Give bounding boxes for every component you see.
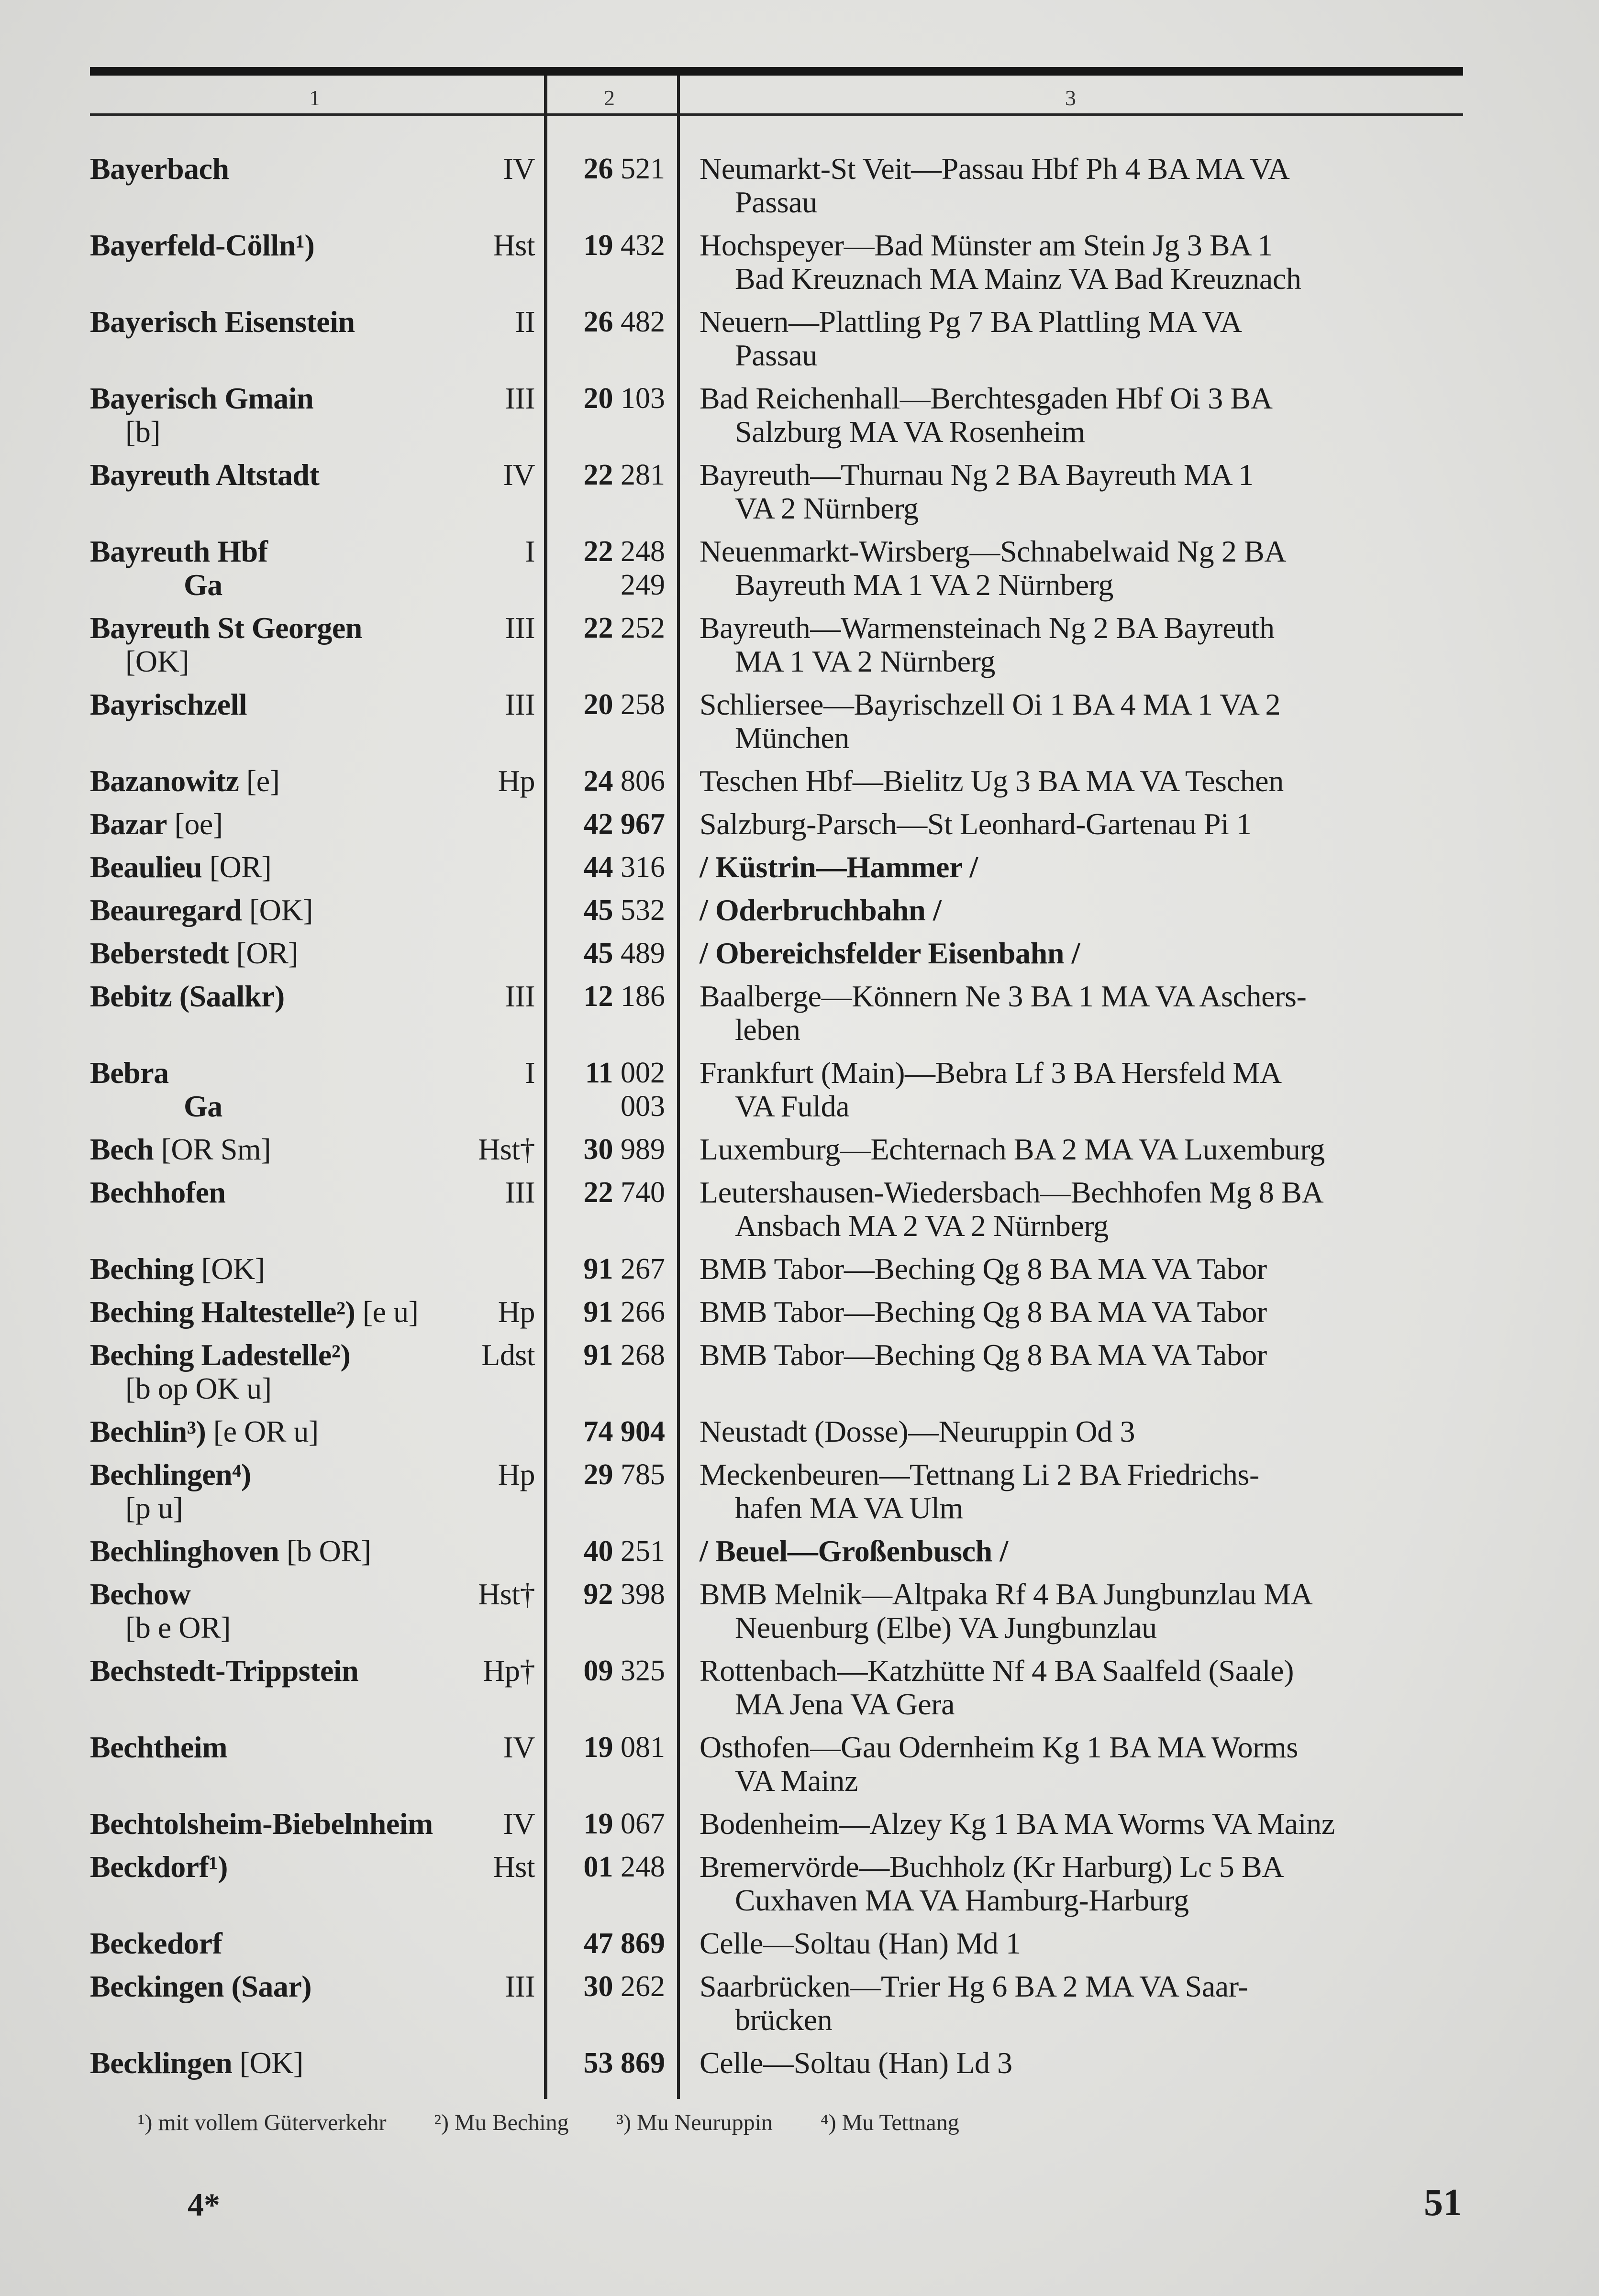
code-prefix: 24	[583, 765, 613, 797]
station-name-line2: [OK]	[125, 644, 189, 678]
station-code-cell	[550, 305, 665, 339]
code-prefix: 12	[583, 980, 613, 1013]
station-code-cell	[550, 1056, 665, 1123]
route-description: BMB Melnik—Altpaka Rf 4 BA Jungbunzlau MA	[700, 1577, 1313, 1611]
station-name: Bechstedt-Trippstein	[90, 1654, 359, 1688]
code-prefix: 30	[583, 1133, 613, 1166]
code-prefix: 91	[583, 1296, 613, 1328]
station-name-cell	[90, 980, 535, 1013]
station-name-cell	[90, 807, 535, 841]
route-description: Frankfurt (Main)—Bebra Lf 3 BA Hersfeld MA	[700, 1056, 1282, 1090]
station-name-cell	[90, 1731, 535, 1764]
code-number: 869	[621, 2047, 665, 2079]
station-class: II	[515, 305, 535, 339]
code-prefix: 42	[583, 808, 613, 840]
code-number: 186	[621, 980, 665, 1013]
route-description: Teschen Hbf—Bielitz Ug 3 BA MA VA Teschen	[700, 764, 1284, 798]
station-name-cell	[90, 1970, 535, 2003]
station-name-cell	[90, 305, 535, 339]
route-cell	[700, 894, 1465, 927]
station-code-cell	[550, 535, 665, 602]
code-number: 967	[621, 808, 665, 840]
station-name: Beckingen (Saar)	[90, 1969, 312, 2003]
code-number: 268	[621, 1339, 665, 1371]
code-prefix: 29	[583, 1458, 613, 1491]
station-name: Beckedorf	[90, 1926, 222, 1960]
station-code-cell	[550, 1133, 665, 1166]
page-number: 51	[1424, 2182, 1462, 2224]
station-name: Beching	[90, 1252, 194, 1286]
station-class: I	[525, 534, 535, 568]
station-tag: [e OR u]	[213, 1414, 319, 1448]
station-name-cell	[90, 2046, 535, 2080]
top-rule	[90, 67, 1463, 76]
code-number: 398	[621, 1578, 665, 1611]
route-cell	[700, 1056, 1465, 1123]
code-number: 103	[621, 382, 665, 415]
route-description: Salzburg-Parsch—St Leonhard-Gartenau Pi 1	[700, 807, 1252, 841]
code-prefix: 74	[583, 1415, 613, 1448]
station-code-cell	[550, 229, 665, 262]
station-tag: [OR]	[236, 936, 299, 970]
route-description-line2: hafen MA VA Ulm	[735, 1491, 964, 1525]
station-tag: [e]	[246, 764, 280, 798]
route-description: / Obereichsfelder Eisenbahn /	[700, 936, 1080, 970]
station-name: Bayreuth Altstadt	[90, 458, 320, 492]
column-divider-1	[544, 76, 547, 2099]
route-description: / Oderbruchbahn /	[700, 893, 942, 927]
header-rule	[90, 113, 1463, 116]
station-class: III	[505, 381, 535, 415]
route-cell	[700, 1534, 1465, 1568]
route-cell	[700, 1295, 1465, 1329]
station-name-cell	[90, 458, 535, 492]
station-name: Bazar	[90, 807, 167, 841]
signature-mark: 4*	[188, 2186, 220, 2223]
route-cell	[700, 382, 1465, 449]
column-header-2: 2	[604, 86, 615, 110]
station-name-cell	[90, 152, 535, 186]
route-cell	[700, 688, 1465, 755]
station-name-cell	[90, 850, 535, 884]
code-number: 248	[621, 535, 665, 568]
route-cell	[700, 458, 1465, 525]
station-class: Ldst	[481, 1338, 535, 1372]
station-class: I	[525, 1056, 535, 1090]
route-description: Saarbrücken—Trier Hg 6 BA 2 MA VA Saar-	[700, 1969, 1248, 2003]
station-name-cell	[90, 1534, 535, 1568]
route-cell	[700, 1252, 1465, 1286]
route-description-line2: MA 1 VA 2 Nürnberg	[735, 644, 995, 678]
station-name: Bazanowitz	[90, 764, 239, 798]
route-description: Bad Reichenhall—Berchtesgaden Hbf Oi 3 BA	[700, 381, 1273, 415]
station-name-line2: Ga	[184, 568, 222, 602]
station-name-cell	[90, 382, 535, 449]
station-name-line2: [b e OR]	[125, 1611, 231, 1645]
station-code-cell	[550, 1731, 665, 1764]
station-class: IV	[503, 458, 535, 492]
code-number: 325	[621, 1655, 665, 1687]
route-description: / Beuel—Großenbusch /	[700, 1534, 1008, 1568]
route-cell	[700, 152, 1465, 219]
code-prefix: 19	[583, 1731, 613, 1764]
footnote-1: ¹) mit vollem Güterverkehr	[138, 2110, 387, 2135]
route-description: Schliersee—Bayrischzell Oi 1 BA 4 MA 1 VA 2	[700, 687, 1281, 721]
code-number: 258	[621, 688, 665, 721]
station-class: Hp	[498, 764, 535, 798]
code-prefix: 19	[583, 229, 613, 262]
station-code-cell	[550, 1338, 665, 1372]
route-description-line2: München	[735, 721, 849, 755]
footnote-4: ⁴) Mu Tettnang	[820, 2110, 959, 2135]
route-cell	[700, 1578, 1465, 1645]
station-code-cell	[550, 937, 665, 970]
station-class: III	[505, 1175, 535, 1209]
station-name: Bechlin³)	[90, 1414, 206, 1448]
route-description: Hochspeyer—Bad Münster am Stein Jg 3 BA 1	[700, 228, 1273, 262]
footnote-3: ³) Mu Neuruppin	[616, 2110, 773, 2135]
station-tag: [OK]	[249, 893, 313, 927]
route-cell	[700, 850, 1465, 884]
code-number: 432	[621, 229, 665, 262]
route-description-line2: Neuenburg (Elbe) VA Jungbunzlau	[735, 1611, 1157, 1645]
route-cell	[700, 1807, 1465, 1841]
route-cell	[700, 1415, 1465, 1448]
station-name-cell	[90, 1133, 535, 1166]
route-description: Celle—Soltau (Han) Md 1	[700, 1926, 1021, 1960]
column-header-3: 3	[1065, 86, 1076, 110]
code-number: 252	[621, 612, 665, 644]
station-class: III	[505, 979, 535, 1013]
station-code-cell	[550, 1534, 665, 1568]
route-cell	[700, 1338, 1465, 1372]
route-cell	[700, 229, 1465, 296]
route-description-line2: brücken	[735, 2003, 833, 2037]
route-description-line2: Bayreuth MA 1 VA 2 Nürnberg	[735, 568, 1113, 602]
station-code-cell	[550, 152, 665, 186]
station-name: Bayreuth St Georgen	[90, 611, 362, 645]
route-description-line2: VA Fulda	[735, 1089, 850, 1123]
route-description: Neustadt (Dosse)—Neuruppin Od 3	[700, 1414, 1135, 1448]
station-class: Hp	[498, 1457, 535, 1491]
code-number: 785	[621, 1458, 665, 1491]
station-name: Becklingen	[90, 2046, 233, 2080]
station-name-cell	[90, 1252, 535, 1286]
code-prefix: 22	[583, 459, 613, 491]
station-code-cell	[550, 2046, 665, 2080]
station-name: Beckdorf¹)	[90, 1850, 228, 1884]
route-description-line2: Cuxhaven MA VA Hamburg-Harburg	[735, 1883, 1189, 1917]
station-code-cell	[550, 458, 665, 492]
code-prefix: 20	[583, 688, 613, 721]
station-class: Hst	[493, 1850, 535, 1884]
station-code-cell	[550, 1176, 665, 1209]
route-description: Neuern—Plattling Pg 7 BA Plattling MA VA	[700, 305, 1242, 339]
station-code-cell	[550, 1850, 665, 1884]
station-name-cell	[90, 1338, 535, 1405]
station-code-cell	[550, 1578, 665, 1611]
station-name-cell	[90, 1458, 535, 1525]
station-class: III	[505, 611, 535, 645]
station-class: IV	[503, 1730, 535, 1764]
station-name: Bechlinghoven	[90, 1534, 279, 1568]
station-name-cell	[90, 229, 535, 262]
code-prefix: 19	[583, 1808, 613, 1840]
station-name-cell	[90, 1654, 535, 1688]
route-description-line2: Passau	[735, 338, 817, 372]
code-prefix: 45	[583, 937, 613, 970]
code-number: 316	[621, 851, 665, 883]
route-cell	[700, 2046, 1465, 2080]
code-number: 532	[621, 894, 665, 927]
station-code-cell	[550, 1295, 665, 1329]
route-cell	[700, 1731, 1465, 1798]
station-name-cell	[90, 1295, 535, 1329]
route-description-line2: Ansbach MA 2 VA 2 Nürnberg	[735, 1209, 1109, 1243]
code-prefix: 30	[583, 1970, 613, 2003]
route-cell	[700, 1458, 1465, 1525]
code-number-line2: 003	[621, 1090, 665, 1123]
station-code-cell	[550, 1927, 665, 1960]
station-code-cell	[550, 1458, 665, 1491]
station-code-cell	[550, 611, 665, 645]
route-description-line2: leben	[735, 1013, 800, 1047]
route-description: Neumarkt-St Veit—Passau Hbf Ph 4 BA MA VA	[700, 152, 1290, 186]
station-name-cell	[90, 1850, 535, 1884]
route-description: BMB Tabor—Beching Qg 8 BA MA VA Tabor	[700, 1295, 1267, 1329]
route-cell	[700, 1176, 1465, 1243]
station-name-cell	[90, 764, 535, 798]
station-name: Bayerisch Gmain	[90, 381, 314, 415]
station-code-cell	[550, 382, 665, 415]
station-class: Hp†	[483, 1654, 535, 1688]
station-name-line2: [p u]	[125, 1491, 183, 1525]
station-code-cell	[550, 1252, 665, 1286]
station-name-line2: [b]	[125, 415, 161, 449]
route-description: BMB Tabor—Beching Qg 8 BA MA VA Tabor	[700, 1338, 1267, 1372]
code-number: 869	[621, 1927, 665, 1960]
code-number: 806	[621, 765, 665, 797]
station-name-line2: Ga	[184, 1089, 222, 1123]
code-number: 248	[621, 1851, 665, 1883]
station-code-cell	[550, 850, 665, 884]
station-name: Bech	[90, 1132, 154, 1166]
station-name: Bayrischzell	[90, 687, 247, 721]
route-cell	[700, 535, 1465, 602]
station-name: Bayreuth Hbf	[90, 534, 268, 568]
route-description-line2: VA Mainz	[735, 1764, 858, 1798]
code-number: 067	[621, 1808, 665, 1840]
station-name: Bayerfeld-Cölln¹)	[90, 228, 315, 262]
route-description: Meckenbeuren—Tettnang Li 2 BA Friedrichs-	[700, 1457, 1259, 1491]
route-cell	[700, 1850, 1465, 1917]
station-name-cell	[90, 535, 535, 602]
station-class: Hst†	[478, 1132, 535, 1166]
station-name: Bechhofen	[90, 1175, 226, 1209]
code-number: 251	[621, 1535, 665, 1567]
station-tag: [OR Sm]	[161, 1132, 271, 1166]
code-prefix: 22	[583, 1176, 613, 1209]
code-number: 281	[621, 459, 665, 491]
column-header-1: 1	[309, 86, 320, 110]
code-prefix: 09	[583, 1655, 613, 1687]
code-number: 904	[621, 1415, 665, 1448]
route-cell	[700, 1970, 1465, 2037]
route-cell	[700, 1654, 1465, 1721]
code-number: 482	[621, 306, 665, 338]
code-prefix: 26	[583, 153, 613, 185]
code-prefix: 47	[583, 1927, 613, 1960]
station-class: Hst	[493, 228, 535, 262]
route-cell	[700, 611, 1465, 678]
station-name-cell	[90, 611, 535, 678]
code-prefix: 20	[583, 382, 613, 415]
station-name: Bechtheim	[90, 1730, 227, 1764]
code-prefix: 91	[583, 1339, 613, 1371]
route-description: Rottenbach—Katzhütte Nf 4 BA Saalfeld (Saale)	[700, 1654, 1294, 1688]
station-tag: [e u]	[362, 1295, 419, 1329]
station-code-cell	[550, 980, 665, 1013]
station-code-cell	[550, 894, 665, 927]
station-code-cell	[550, 1970, 665, 2003]
code-number: 002	[621, 1057, 665, 1089]
route-description-line2: MA Jena VA Gera	[735, 1687, 955, 1721]
station-name: Beberstedt	[90, 936, 229, 970]
code-prefix: 92	[583, 1578, 613, 1611]
station-name: Bayerisch Eisenstein	[90, 305, 355, 339]
route-cell	[700, 1133, 1465, 1166]
station-class: IV	[503, 1807, 535, 1841]
route-description-line2: Bad Kreuznach MA Mainz VA Bad Kreuznach	[735, 262, 1301, 296]
column-divider-2	[677, 76, 680, 2099]
station-name-cell	[90, 1807, 535, 1841]
station-name-cell	[90, 1056, 535, 1123]
route-description: / Küstrin—Hammer /	[700, 850, 978, 884]
station-name: Bebitz (Saalkr)	[90, 979, 285, 1013]
route-description: Celle—Soltau (Han) Ld 3	[700, 2046, 1012, 2080]
station-tag: [OR]	[209, 850, 272, 884]
route-description: Bremervörde—Buchholz (Kr Harburg) Lc 5 BA	[700, 1850, 1284, 1884]
station-code-cell	[550, 688, 665, 721]
station-class: III	[505, 1969, 535, 2003]
station-name-cell	[90, 688, 535, 721]
station-name-cell	[90, 1578, 535, 1645]
station-name: Beching Haltestelle²)	[90, 1295, 355, 1329]
station-name-cell	[90, 894, 535, 927]
code-prefix: 26	[583, 306, 613, 338]
station-name: Bechlingen⁴)	[90, 1457, 251, 1491]
code-number: 521	[621, 153, 665, 185]
route-description-line2: VA 2 Nürnberg	[735, 491, 919, 525]
station-name: Bechow	[90, 1577, 191, 1611]
station-name-cell	[90, 1176, 535, 1209]
code-prefix: 11	[585, 1057, 613, 1089]
route-description: Leutershausen-Wiedersbach—Bechhofen Mg 8 BA	[700, 1175, 1324, 1209]
route-description: Bodenheim—Alzey Kg 1 BA MA Worms VA Mainz	[700, 1807, 1335, 1841]
code-number: 262	[621, 1970, 665, 2003]
station-name: Bayerbach	[90, 152, 229, 186]
route-cell	[700, 937, 1465, 970]
station-name: Bebra	[90, 1056, 169, 1090]
station-name: Beaulieu	[90, 850, 202, 884]
route-cell	[700, 1927, 1465, 1960]
code-prefix: 01	[583, 1851, 613, 1883]
station-code-cell	[550, 764, 665, 798]
route-description-line2: Passau	[735, 185, 817, 219]
route-description-line2: Salzburg MA VA Rosenheim	[735, 415, 1085, 449]
code-prefix: 91	[583, 1253, 613, 1285]
route-cell	[700, 305, 1465, 372]
route-description: Osthofen—Gau Odernheim Kg 1 BA MA Worms	[700, 1730, 1298, 1764]
route-cell	[700, 807, 1465, 841]
code-number: 267	[621, 1253, 665, 1285]
station-tag: [b OR]	[286, 1534, 371, 1568]
code-prefix: 22	[583, 535, 613, 568]
station-name-cell	[90, 1927, 535, 1960]
station-name-line2: [b op OK u]	[125, 1371, 272, 1405]
code-prefix: 44	[583, 851, 613, 883]
route-description: Bayreuth—Warmensteinach Ng 2 BA Bayreuth	[700, 611, 1275, 645]
station-tag: [OK]	[201, 1252, 265, 1286]
station-tag: [OK]	[239, 2046, 303, 2080]
code-number: 081	[621, 1731, 665, 1764]
code-prefix: 45	[583, 894, 613, 927]
route-description: BMB Tabor—Beching Qg 8 BA MA VA Tabor	[700, 1252, 1267, 1286]
code-number: 489	[621, 937, 665, 970]
station-name-cell	[90, 937, 535, 970]
code-number: 740	[621, 1176, 665, 1209]
route-description: Baalberge—Könnern Ne 3 BA 1 MA VA Aschers-	[700, 979, 1307, 1013]
station-code-cell	[550, 807, 665, 841]
route-description: Bayreuth—Thurnau Ng 2 BA Bayreuth MA 1	[700, 458, 1254, 492]
code-prefix: 40	[583, 1535, 613, 1567]
station-class: IV	[503, 152, 535, 186]
station-code-cell	[550, 1807, 665, 1841]
station-name: Beauregard	[90, 893, 242, 927]
route-description: Luxemburg—Echternach BA 2 MA VA Luxemburg	[700, 1132, 1325, 1166]
station-class: Hst†	[478, 1577, 535, 1611]
code-number-line2: 249	[621, 569, 665, 601]
footnotes	[138, 2109, 1001, 2136]
code-number: 266	[621, 1296, 665, 1328]
station-code-cell	[550, 1654, 665, 1688]
station-name: Bechtolsheim-Biebelnheim	[90, 1807, 433, 1841]
station-class: III	[505, 687, 535, 721]
footnote-2: ²) Mu Beching	[434, 2110, 569, 2135]
station-name-cell	[90, 1415, 535, 1448]
code-number: 989	[621, 1133, 665, 1166]
station-code-cell	[550, 1415, 665, 1448]
station-name: Beching Ladestelle²)	[90, 1338, 351, 1372]
route-cell	[700, 764, 1465, 798]
station-tag: [oe]	[174, 807, 223, 841]
route-cell	[700, 980, 1465, 1047]
station-class: Hp	[498, 1295, 535, 1329]
route-description: Neuenmarkt-Wirsberg—Schnabelwaid Ng 2 BA	[700, 534, 1287, 568]
code-prefix: 22	[583, 612, 613, 644]
code-prefix: 53	[583, 2047, 613, 2079]
